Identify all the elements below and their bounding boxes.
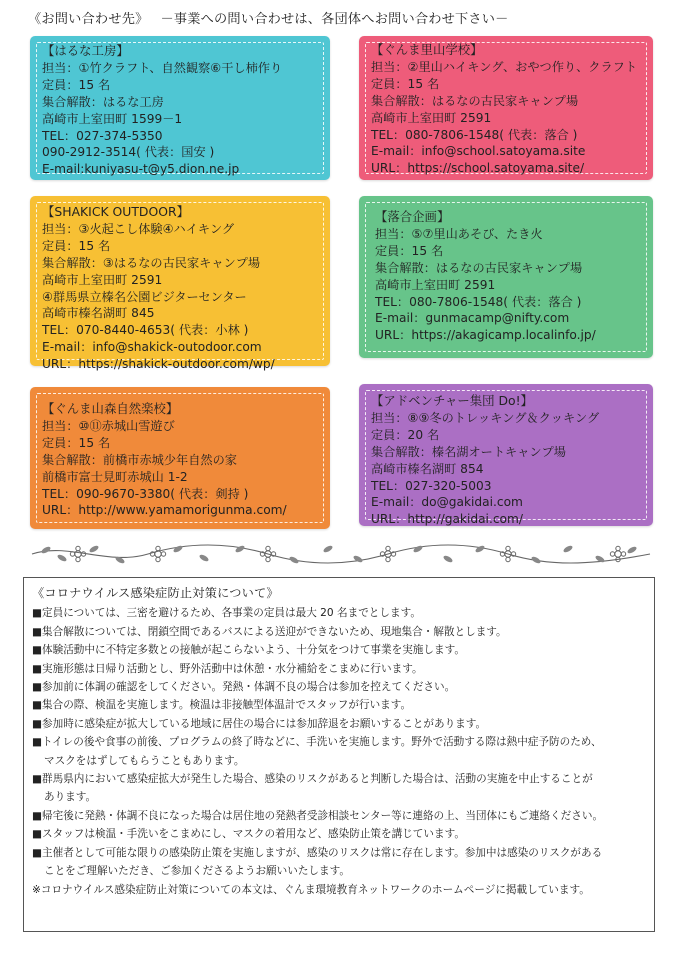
card-meeting-place: 集合解散：はるな工房	[42, 94, 164, 109]
contact-card-haruna-kobo	[30, 36, 330, 180]
card-tel: TEL：080-7806-1548( 代表：落合 )	[375, 294, 582, 309]
notice-item: ■帰宅後に発熱・体調不良になった場合は居住地の発熱者受診相談センター等に連絡の上、当団体にもご連絡ください。	[32, 809, 604, 822]
card-staff: 担当：⑧⑨冬のトレッキング＆クッキング	[371, 410, 600, 425]
card-staff: 担当：③火起こし体験④ハイキング	[42, 221, 235, 236]
notice-title: 《コロナウイルス感染症防止対策について》	[32, 586, 279, 600]
card-url: URL：https://akagicamp.localinfo.jp/	[375, 328, 596, 343]
card-meeting-place: 集合解散：③はるなの古民家キャンプ場	[42, 255, 261, 270]
contact-card-gunma-yamamori	[30, 387, 330, 529]
contact-header-right: －事業への問い合わせは、各団体へお問い合わせ下さい－	[160, 12, 509, 27]
card-staff: 担当：⑩⑪赤城山雪遊び	[42, 418, 175, 433]
card-meeting-place: 集合解散：前橋市赤城少年自然の家	[42, 452, 237, 467]
card-title: 【落合企画】	[375, 209, 450, 224]
card-address-2: 高崎市榛名湖町 845	[42, 306, 155, 321]
floral-divider-icon	[28, 540, 654, 568]
notice-item-continuation: マスクをはずしてもらうこともあります。	[44, 754, 245, 767]
card-capacity: 定員：15 名	[42, 435, 111, 450]
card-capacity: 定員：20 名	[371, 427, 440, 442]
card-capacity: 定員：15 名	[42, 77, 111, 92]
card-tel-2: 090-2912-3514( 代表：国安 )	[42, 145, 215, 160]
card-title: 【ぐんま里山学校】	[371, 42, 483, 57]
card-meeting-place: 集合解散：はるなの古民家キャンプ場	[375, 260, 583, 275]
card-title: 【アドベンチャー集団 Do!】	[371, 393, 533, 408]
card-url: URL：http://www.yamamorigunma.com/	[42, 503, 287, 518]
contact-card-gunma-satoyama	[359, 36, 653, 180]
card-title: 【ぐんま山森自然楽校】	[42, 401, 179, 416]
contact-card-shakick-outdoor	[30, 196, 330, 372]
card-url: URL：https://school.satoyama.site/	[371, 161, 585, 176]
contact-card-ochiai-kikaku	[359, 196, 653, 358]
card-address: 前橋市富士見町赤城山 1-2	[42, 469, 188, 484]
card-url: URL：http://gakidai.com/	[371, 512, 523, 527]
notice-item: ■体験活動中に不特定多数との接触が起こらないよう、十分気をつけて事業を実施します。	[32, 644, 465, 657]
card-tel: TEL：027-320-5003	[371, 478, 492, 493]
notice-item-continuation: ことをご理解いただき、ご参加くださるようお願いいたします。	[44, 865, 350, 878]
card-staff: 担当：②里山ハイキング、おやつ作り、クラフト	[371, 59, 638, 74]
card-email: E-mail:kuniyasu-t@y5.dion.ne.jp	[42, 162, 240, 177]
card-email: E-mail：info@school.satoyama.site	[371, 144, 586, 159]
card-staff: 担当：⑤⑦里山あそび、たき火	[375, 226, 543, 241]
notice-item: ■実施形態は日帰り活動とし、野外活動中は休憩・水分補給をこまめに行います。	[32, 662, 423, 675]
covid-measures-notice	[23, 577, 655, 932]
card-tel: TEL：070-8440-4653( 代表：小林 )	[42, 323, 249, 338]
card-title: 【SHAKICK OUTDOOR】	[42, 204, 189, 219]
contact-card-adventure-do	[359, 384, 653, 526]
card-staff: 担当：①竹クラフト、自然観察⑥干し柿作り	[42, 60, 283, 75]
card-email: E-mail：gunmacamp@nifty.com	[375, 311, 570, 326]
notice-item-continuation: あります。	[44, 791, 97, 804]
card-url: URL：https://shakick-outdoor.com/wp/	[42, 357, 275, 372]
card-address: 高崎市上室田町 2591	[42, 272, 163, 287]
notice-item: ■トイレの後や食事の前後、プログラムの終了時などに、手洗いを実施します。野外で活動する際は熱中症予防のため、	[32, 736, 602, 749]
card-capacity: 定員：15 名	[42, 238, 111, 253]
notice-item: ■集合解散については、閉鎖空間であるバスによる送迎ができないため、現地集合・解散とします。	[32, 625, 507, 638]
notice-footnote: ※コロナウイルス感染症防止対策についての本文は、ぐんま環境教育ネットワークのホームページに掲載しています。	[32, 883, 590, 896]
notice-item: ■集合の際、検温を実施します。検温は非接触型体温計でスタッフが行います。	[32, 699, 412, 712]
card-tel: TEL：080-7806-1548( 代表：落合 )	[371, 127, 578, 142]
notice-item: ■主催者として可能な限りの感染防止策を実施しますが、感染のリスクは常に存在します。参加中は感染のリスクがある	[32, 846, 603, 859]
card-address: 高崎市上室田町 2591	[375, 277, 496, 292]
card-capacity: 定員：15 名	[371, 76, 440, 91]
contact-header	[28, 8, 668, 30]
notice-item: ■スタッフは検温・手洗いをこまめにし、マスクの着用など、感染防止策を講じています。	[32, 828, 465, 841]
notice-item: ■参加前に体調の確認をしてください。発熱・体調不良の場合は参加を控えてください。	[32, 681, 456, 694]
card-email: E-mail：info@shakick-outodoor.com	[42, 340, 262, 355]
notice-item: ■定員については、三密を避けるため、各事業の定員は最大 20 名までとします。	[32, 607, 421, 620]
contact-header-left: 《お問い合わせ先》	[28, 12, 149, 27]
card-address: 高崎市上室田町 1599－1	[42, 111, 183, 126]
card-email: E-mail：do@gakidai.com	[371, 495, 523, 510]
card-capacity: 定員：15 名	[375, 243, 444, 258]
card-title: 【はるな工房】	[42, 43, 129, 58]
notice-item: ■参加時に感染症が拡大している地域に居住の場合には参加辞退をお願いすることがあります。	[32, 717, 487, 730]
card-address: 高崎市上室田町 2591	[371, 110, 492, 125]
card-tel: TEL：027-374-5350	[42, 128, 163, 143]
card-meeting-place-2: ④群馬県立榛名公園ビジターセンター	[42, 289, 247, 304]
card-tel: TEL：090-9670-3380( 代表：剣持 )	[42, 486, 249, 501]
card-meeting-place: 集合解散：榛名湖オートキャンプ場	[371, 444, 566, 459]
notice-item: ■群馬県内において感染症拡大が発生した場合、感染のリスクがあると判断した場合は、活動の実施を中止することが	[32, 773, 593, 786]
card-address: 高崎市榛名湖町 854	[371, 461, 484, 476]
card-meeting-place: 集合解散：はるなの古民家キャンプ場	[371, 93, 579, 108]
